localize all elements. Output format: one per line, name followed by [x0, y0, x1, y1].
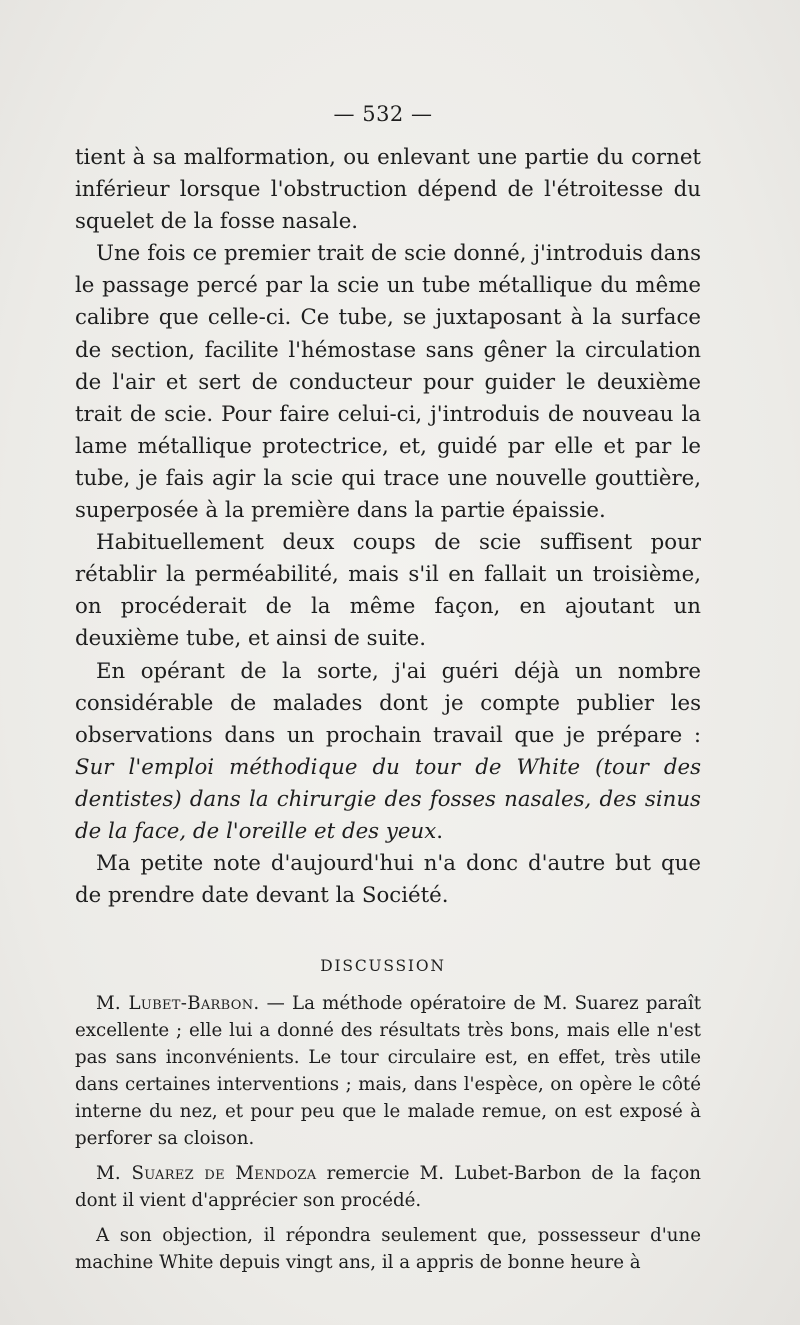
- speaker-remark: A son objection, il répondra seulement que, possesseur d'une machine White depuis vingt ans, il a appris de bonne heure à: [75, 1225, 701, 1273]
- speaker-name: M. Lubet-Barbon.: [96, 993, 260, 1014]
- speaker-remark: — La méthode opératoire de M. Suarez paraît excellente ; elle lui a donné des résultats très bons, mais elle n'est pas sans inconvénients. Le tour circulaire est, en effet, très utile dans certaines interventions ; mais, dans l'espèce, on opère le côté interne du nez, et pour peu que le malade remue, on est exposé à perforer sa cloison.: [75, 993, 702, 1149]
- paragraph-results: [75, 656, 701, 849]
- discussion-paragraph: [75, 1222, 701, 1276]
- paragraph-permeability: Habituellement deux coups de scie suffisent pour rétablir la perméabilité, mais s'il en fallait un troisième, on procéderait de la même façon, en ajoutant un deuxième tube, et ainsi de suite.: [75, 530, 701, 652]
- paragraph-continuation: tient à sa malformation, ou enlevant une partie du cornet inférieur lorsque l'obstruction dépend de l'étroitesse du squelet de la fosse nasale.: [75, 145, 701, 235]
- discussion-paragraph: [75, 1160, 701, 1214]
- discussion-text: [75, 990, 701, 1276]
- results-end: .: [436, 818, 444, 844]
- forthcoming-work-title: Sur l'emploi méthodique du tour de White (tour des dentistes) dans la chirurgie des fosses nasales, des sinus de la face, de l'oreille et des yeux: [75, 754, 701, 844]
- paragraph-note-purpose: Ma petite note d'aujourd'hui n'a donc d'autre but que de prendre date devant la Société.: [75, 851, 701, 909]
- discussion-heading: DISCUSSION: [320, 957, 446, 975]
- paragraph-saw-technique: Une fois ce premier trait de scie donné, j'introduis dans le passage percé par la scie un tube métallique du même calibre que celle-ci. Ce tube, se juxtaposant à la surface de section, facilite l'hémostase sans gêner la circulation de l'air et sert de conducteur pour guider le deuxième trait de scie. Pour faire celui-ci, j'introduis de nouveau la lame métallique protectrice, et, guidé par elle et par le tube, je fais agir la scie qui trace une nouvelle gouttière, superposée à la première dans la partie épaissie.: [75, 241, 701, 524]
- speaker-name: M. Suarez de Mendoza: [96, 1163, 317, 1184]
- discussion-paragraph: [75, 990, 701, 1152]
- page-number: — 532 —: [333, 102, 433, 126]
- results-text: En opérant de la sorte, j'ai guéri déjà un nombre considérable de malades dont je compte publier les observations dans un prochain travail que je prépare :: [75, 658, 701, 748]
- main-text: [75, 142, 701, 912]
- speaker-remark: remercie M. Lubet-Barbon de la façon dont il vient d'apprécier son procédé.: [75, 1163, 701, 1211]
